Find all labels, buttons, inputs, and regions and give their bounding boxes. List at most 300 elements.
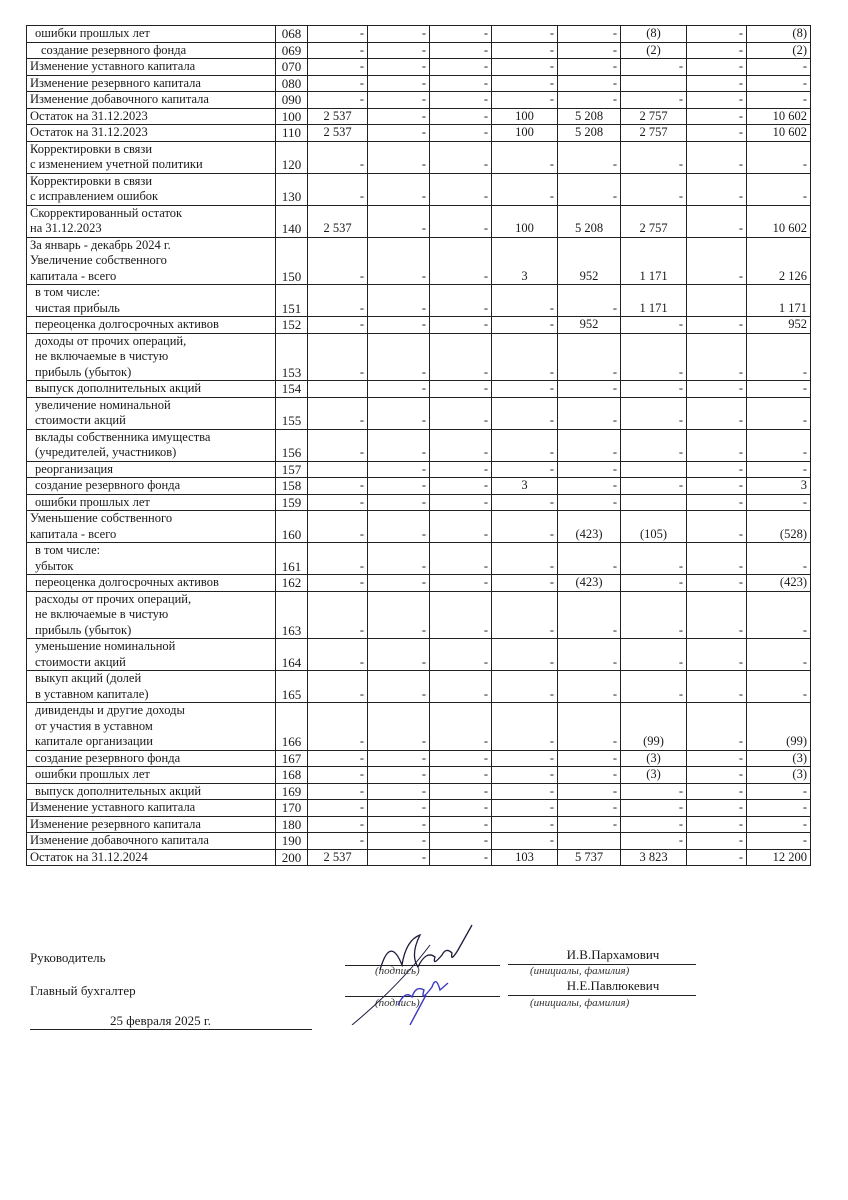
row-label xyxy=(27,816,276,833)
table-row xyxy=(27,429,811,461)
value-cell: - xyxy=(687,42,747,59)
value-cell: (99) xyxy=(747,703,811,751)
table-row xyxy=(27,494,811,511)
table-row xyxy=(27,591,811,639)
row-code: 164 xyxy=(276,639,308,671)
value-cell: - xyxy=(430,237,492,285)
value-cell xyxy=(558,833,621,850)
accountant-signature-stroke xyxy=(398,982,448,1025)
value-cell: - xyxy=(621,783,687,800)
row-label-line: стоимости акций xyxy=(35,654,126,669)
value-cell: - xyxy=(308,397,368,429)
row-label xyxy=(27,478,276,495)
value-cell: 10 602 xyxy=(747,125,811,142)
table-row xyxy=(27,237,811,285)
row-label-line: Остаток на 31.12.2023 xyxy=(30,125,148,139)
row-label-line: Увеличение собственного xyxy=(30,253,167,267)
value-cell: - xyxy=(368,671,430,703)
row-label-line: дивиденды и другие доходы xyxy=(35,703,185,717)
value-cell: - xyxy=(687,26,747,43)
value-cell: - xyxy=(308,511,368,543)
row-label xyxy=(27,750,276,767)
value-cell: - xyxy=(747,639,811,671)
value-cell: 3 xyxy=(747,478,811,495)
value-cell: - xyxy=(747,141,811,173)
value-cell: - xyxy=(368,478,430,495)
table-row xyxy=(27,833,811,850)
value-cell: (423) xyxy=(558,511,621,543)
value-cell: - xyxy=(558,639,621,671)
value-cell: (3) xyxy=(621,767,687,784)
table-row xyxy=(27,108,811,125)
value-cell: - xyxy=(368,575,430,592)
value-cell: - xyxy=(430,639,492,671)
value-cell: - xyxy=(308,59,368,76)
value-cell: - xyxy=(558,333,621,381)
value-cell: - xyxy=(687,397,747,429)
value-cell: - xyxy=(558,42,621,59)
row-label xyxy=(27,141,276,173)
row-label-line: переоценка долгосрочных активов xyxy=(35,317,219,331)
table-row xyxy=(27,26,811,43)
value-cell: - xyxy=(430,511,492,543)
row-label-line: уменьшение номинальной xyxy=(35,639,176,653)
value-cell: - xyxy=(368,849,430,866)
value-cell: - xyxy=(747,397,811,429)
row-code: 151 xyxy=(276,285,308,317)
value-cell: - xyxy=(558,429,621,461)
value-cell: - xyxy=(492,285,558,317)
row-code: 140 xyxy=(276,205,308,237)
table-row xyxy=(27,800,811,817)
value-cell: - xyxy=(558,494,621,511)
value-cell: - xyxy=(368,125,430,142)
value-cell: - xyxy=(308,237,368,285)
table-row xyxy=(27,141,811,173)
value-cell: 952 xyxy=(747,317,811,334)
value-cell: - xyxy=(687,816,747,833)
value-cell: - xyxy=(430,317,492,334)
row-code: 068 xyxy=(276,26,308,43)
value-cell: - xyxy=(747,92,811,109)
value-cell: - xyxy=(558,671,621,703)
row-code: 170 xyxy=(276,800,308,817)
row-label-line: Корректировки в связи xyxy=(30,141,153,156)
value-cell: - xyxy=(308,833,368,850)
row-code: 110 xyxy=(276,125,308,142)
row-label-line: на 31.12.2023 xyxy=(30,221,102,235)
row-code: 156 xyxy=(276,429,308,461)
value-cell: - xyxy=(687,833,747,850)
value-cell: - xyxy=(687,703,747,751)
value-cell: - xyxy=(558,703,621,751)
director-name: И.В.Пархамович xyxy=(566,947,660,962)
table-row xyxy=(27,767,811,784)
value-cell: - xyxy=(368,26,430,43)
value-cell: - xyxy=(430,429,492,461)
value-cell: - xyxy=(492,575,558,592)
value-cell: - xyxy=(621,429,687,461)
value-cell: - xyxy=(492,671,558,703)
value-cell: - xyxy=(558,750,621,767)
value-cell: - xyxy=(492,750,558,767)
value-cell: - xyxy=(687,767,747,784)
value-cell: - xyxy=(621,92,687,109)
value-cell: - xyxy=(492,173,558,205)
value-cell: (3) xyxy=(747,767,811,784)
value-cell: - xyxy=(492,816,558,833)
value-cell: - xyxy=(558,767,621,784)
value-cell: 2 537 xyxy=(308,108,368,125)
value-cell: - xyxy=(430,59,492,76)
value-cell: - xyxy=(687,173,747,205)
value-cell: - xyxy=(308,42,368,59)
row-label-line: создание резервного фонда xyxy=(35,478,181,492)
value-cell: 3 xyxy=(492,478,558,495)
value-cell: - xyxy=(308,767,368,784)
row-label xyxy=(27,381,276,398)
accountant-signature-hint: (подпись) xyxy=(375,997,420,1009)
row-label-line: ошибки прошлых лет xyxy=(35,494,150,509)
value-cell: - xyxy=(558,285,621,317)
value-cell: - xyxy=(368,639,430,671)
value-cell: - xyxy=(368,141,430,173)
accountant-role: Главный бухгалтер xyxy=(30,983,136,998)
value-cell: 5 208 xyxy=(558,205,621,237)
value-cell: - xyxy=(368,108,430,125)
value-cell: - xyxy=(308,800,368,817)
value-cell: - xyxy=(430,543,492,575)
row-label-line: с изменением учетной политики xyxy=(30,157,203,171)
value-cell: - xyxy=(621,833,687,850)
row-label xyxy=(27,591,276,639)
value-cell: - xyxy=(687,543,747,575)
row-code: 154 xyxy=(276,381,308,398)
value-cell: 2 757 xyxy=(621,125,687,142)
value-cell: - xyxy=(687,849,747,866)
row-label xyxy=(27,26,276,43)
row-code: 200 xyxy=(276,849,308,866)
row-label-line: создание резервного фонда xyxy=(35,750,181,765)
value-cell: - xyxy=(368,59,430,76)
row-label xyxy=(27,671,276,703)
value-cell: - xyxy=(430,849,492,866)
value-cell: - xyxy=(430,750,492,767)
row-code: 165 xyxy=(276,671,308,703)
value-cell: 12 200 xyxy=(747,849,811,866)
value-cell: - xyxy=(430,783,492,800)
row-label xyxy=(27,285,276,317)
value-cell: - xyxy=(747,381,811,398)
value-cell: 1 171 xyxy=(621,285,687,317)
row-label-line: Уменьшение собственного xyxy=(30,511,173,525)
value-cell: - xyxy=(621,591,687,639)
table-row xyxy=(27,639,811,671)
value-cell: - xyxy=(558,141,621,173)
value-cell: - xyxy=(308,639,368,671)
value-cell: - xyxy=(492,381,558,398)
row-code: 162 xyxy=(276,575,308,592)
value-cell: - xyxy=(308,575,368,592)
value-cell: - xyxy=(368,381,430,398)
value-cell: - xyxy=(430,381,492,398)
value-cell: - xyxy=(492,317,558,334)
row-label xyxy=(27,639,276,671)
value-cell: - xyxy=(368,333,430,381)
value-cell: - xyxy=(308,783,368,800)
value-cell: - xyxy=(368,767,430,784)
row-label xyxy=(27,108,276,125)
value-cell: - xyxy=(687,494,747,511)
director-signature-hint: (подпись) xyxy=(375,965,420,977)
value-cell xyxy=(621,75,687,92)
table-row xyxy=(27,511,811,543)
value-cell: - xyxy=(308,173,368,205)
value-cell: - xyxy=(368,461,430,478)
value-cell: (423) xyxy=(747,575,811,592)
value-cell: - xyxy=(621,397,687,429)
value-cell: - xyxy=(621,543,687,575)
value-cell: - xyxy=(747,494,811,511)
value-cell xyxy=(308,461,368,478)
value-cell: - xyxy=(368,92,430,109)
row-label-line: создание резервного фонда xyxy=(41,42,187,57)
row-label xyxy=(27,575,276,592)
row-label-line: Изменение добавочного капитала xyxy=(30,833,209,847)
value-cell: - xyxy=(308,285,368,317)
table-row xyxy=(27,575,811,592)
value-cell: - xyxy=(492,461,558,478)
row-label-line: Остаток на 31.12.2024 xyxy=(30,849,148,864)
value-cell: - xyxy=(308,75,368,92)
value-cell: - xyxy=(308,333,368,381)
value-cell: - xyxy=(368,800,430,817)
row-code: 163 xyxy=(276,591,308,639)
value-cell: - xyxy=(621,317,687,334)
value-cell: - xyxy=(492,429,558,461)
value-cell: - xyxy=(687,237,747,285)
row-label xyxy=(27,767,276,784)
value-cell: (2) xyxy=(621,42,687,59)
row-label-line: не включаемые в чистую xyxy=(35,349,169,363)
table-row xyxy=(27,125,811,142)
row-label-line: чистая прибыль xyxy=(35,300,120,315)
row-label-line: переоценка долгосрочных активов xyxy=(35,575,219,589)
value-cell: - xyxy=(747,800,811,817)
table-body xyxy=(27,26,811,866)
value-cell: 1 171 xyxy=(621,237,687,285)
row-code: 080 xyxy=(276,75,308,92)
value-cell: 2 757 xyxy=(621,205,687,237)
row-label xyxy=(27,511,276,543)
value-cell: - xyxy=(368,237,430,285)
row-label-line: стоимости акций xyxy=(35,413,126,427)
row-label xyxy=(27,317,276,334)
value-cell: - xyxy=(687,59,747,76)
value-cell: 952 xyxy=(558,237,621,285)
value-cell: - xyxy=(621,59,687,76)
value-cell: - xyxy=(368,173,430,205)
value-cell: (2) xyxy=(747,42,811,59)
value-cell: - xyxy=(687,205,747,237)
value-cell: - xyxy=(308,543,368,575)
director-name-hint: (инициалы, фамилия) xyxy=(530,965,630,977)
value-cell: - xyxy=(558,75,621,92)
value-cell: - xyxy=(368,205,430,237)
value-cell: - xyxy=(308,141,368,173)
value-cell: - xyxy=(558,478,621,495)
value-cell: - xyxy=(687,575,747,592)
director-role: Руководитель xyxy=(30,950,106,965)
value-cell: - xyxy=(558,461,621,478)
value-cell: - xyxy=(558,173,621,205)
value-cell: - xyxy=(558,381,621,398)
value-cell: - xyxy=(430,816,492,833)
value-cell: - xyxy=(430,42,492,59)
value-cell: - xyxy=(308,317,368,334)
value-cell: - xyxy=(558,816,621,833)
value-cell: - xyxy=(747,816,811,833)
table-row xyxy=(27,397,811,429)
table-row xyxy=(27,59,811,76)
value-cell: - xyxy=(492,511,558,543)
value-cell xyxy=(621,494,687,511)
row-label-line: Изменение резервного капитала xyxy=(30,816,201,831)
value-cell: (105) xyxy=(621,511,687,543)
row-label xyxy=(27,800,276,817)
row-label xyxy=(27,42,276,59)
row-label-line: За январь - декабрь 2024 г. xyxy=(30,237,171,252)
value-cell: - xyxy=(430,108,492,125)
row-code: 169 xyxy=(276,783,308,800)
value-cell: - xyxy=(308,494,368,511)
value-cell: - xyxy=(687,671,747,703)
value-cell: 2 757 xyxy=(621,108,687,125)
value-cell: - xyxy=(687,639,747,671)
value-cell: 100 xyxy=(492,205,558,237)
value-cell: - xyxy=(492,783,558,800)
value-cell: - xyxy=(558,26,621,43)
row-label-line: от участия в уставном xyxy=(35,718,153,733)
value-cell: - xyxy=(430,75,492,92)
value-cell: 5 208 xyxy=(558,125,621,142)
row-code: 161 xyxy=(276,543,308,575)
value-cell: - xyxy=(430,575,492,592)
row-label-line: Остаток на 31.12.2023 xyxy=(30,108,148,123)
handwritten-signatures-icon xyxy=(340,895,540,1025)
table-row xyxy=(27,849,811,866)
row-code: 166 xyxy=(276,703,308,751)
row-label xyxy=(27,205,276,237)
value-cell: 3 xyxy=(492,237,558,285)
value-cell: - xyxy=(368,397,430,429)
row-label-line: Изменение уставного капитала xyxy=(30,59,196,73)
value-cell: - xyxy=(368,783,430,800)
table-row xyxy=(27,205,811,237)
value-cell: - xyxy=(430,461,492,478)
value-cell: - xyxy=(687,591,747,639)
row-label xyxy=(27,833,276,850)
value-cell: - xyxy=(430,397,492,429)
value-cell: (3) xyxy=(621,750,687,767)
value-cell: 10 602 xyxy=(747,108,811,125)
table-row xyxy=(27,75,811,92)
row-label-line: в том числе: xyxy=(35,285,101,299)
table-row xyxy=(27,816,811,833)
row-label-line: не включаемые в чистую xyxy=(35,607,169,621)
value-cell: - xyxy=(687,317,747,334)
value-cell: 2 537 xyxy=(308,205,368,237)
row-code: 070 xyxy=(276,59,308,76)
row-label xyxy=(27,59,276,76)
row-code: 069 xyxy=(276,42,308,59)
row-code: 090 xyxy=(276,92,308,109)
value-cell: (423) xyxy=(558,575,621,592)
value-cell: - xyxy=(621,333,687,381)
row-label-line: (учредителей, участников) xyxy=(35,445,177,459)
value-cell: - xyxy=(492,494,558,511)
value-cell: - xyxy=(492,833,558,850)
row-label-line: прибыль (убыток) xyxy=(35,364,132,379)
value-cell: - xyxy=(492,75,558,92)
row-code: 130 xyxy=(276,173,308,205)
accountant-name: Н.Е.Павлюкевич xyxy=(566,978,660,993)
value-cell: (528) xyxy=(747,511,811,543)
value-cell: - xyxy=(492,26,558,43)
row-label xyxy=(27,75,276,92)
row-label xyxy=(27,461,276,478)
value-cell: (3) xyxy=(747,750,811,767)
value-cell: - xyxy=(492,59,558,76)
row-code: 152 xyxy=(276,317,308,334)
value-cell: - xyxy=(430,591,492,639)
row-label-line: выпуск дополнительных акций xyxy=(35,381,202,395)
row-label xyxy=(27,429,276,461)
value-cell: - xyxy=(621,141,687,173)
row-label-line: Изменение резервного капитала xyxy=(30,75,201,90)
value-cell: - xyxy=(687,478,747,495)
table-row xyxy=(27,750,811,767)
row-label-line: увеличение номинальной xyxy=(35,397,171,412)
value-cell: - xyxy=(308,429,368,461)
row-label-line: Скорректированный остаток xyxy=(30,205,183,220)
value-cell: - xyxy=(687,108,747,125)
value-cell: 5 737 xyxy=(558,849,621,866)
row-code: 150 xyxy=(276,237,308,285)
value-cell: - xyxy=(430,333,492,381)
value-cell: - xyxy=(368,703,430,751)
row-code: 190 xyxy=(276,833,308,850)
director-signature-stroke xyxy=(380,925,472,970)
value-cell: 1 171 xyxy=(747,285,811,317)
value-cell: (99) xyxy=(621,703,687,751)
row-label xyxy=(27,703,276,751)
value-cell: 5 208 xyxy=(558,108,621,125)
value-cell: - xyxy=(430,800,492,817)
value-cell: - xyxy=(747,429,811,461)
value-cell: - xyxy=(430,671,492,703)
equity-changes-table xyxy=(26,25,811,866)
value-cell: - xyxy=(558,591,621,639)
value-cell: - xyxy=(308,478,368,495)
row-label-line: реорганизация xyxy=(35,461,113,476)
value-cell: - xyxy=(687,333,747,381)
value-cell: 103 xyxy=(492,849,558,866)
value-cell: - xyxy=(558,543,621,575)
row-code: 180 xyxy=(276,816,308,833)
value-cell: - xyxy=(687,381,747,398)
row-code: 160 xyxy=(276,511,308,543)
